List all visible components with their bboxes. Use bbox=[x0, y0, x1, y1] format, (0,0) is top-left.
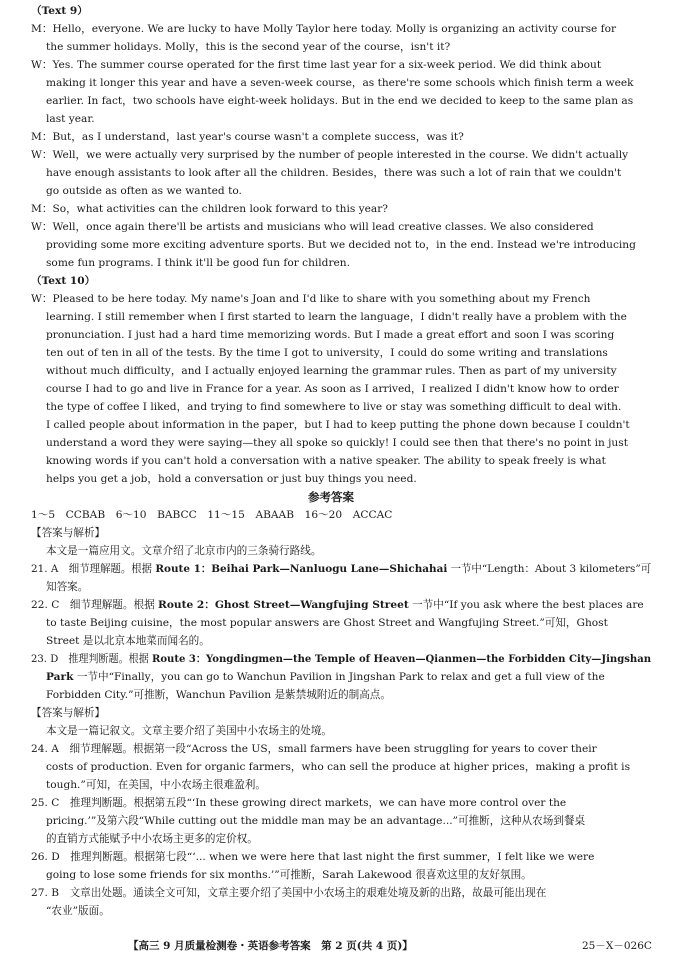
text-line: tough.”可知，在美国，中小农场主很难盈利。 bbox=[46, 779, 266, 791]
text-line: 知答案。 bbox=[46, 581, 89, 593]
text-line: M：Hello，everyone. We are lucky to have Molly Taylor here today. Molly is organizing an activity course for bbox=[31, 23, 617, 35]
text-line: Forbidden City.”可推断，Wanchun Pavilion 是紫禁城附近的制高点。 bbox=[46, 689, 391, 701]
text-line: providing some more exciting adventure sports. But we decided not to，in the end. Instead we're introducing bbox=[46, 239, 636, 251]
text-line: go outside as often as we wanted to. bbox=[46, 185, 242, 197]
text-line: to taste Beijing cuisine，the most popular answers are Ghost Street and Wangfujing Street.”可知，Ghost bbox=[46, 617, 608, 629]
route-name: Route 2：Ghost Street—Wangfujing Street bbox=[158, 599, 409, 611]
section-title: 参考答案 bbox=[308, 490, 354, 504]
text-line: “农业”版面。 bbox=[46, 905, 110, 917]
text-line: course I had to go and live in France for a year. As soon as I arrived，I realized I didn't know how to order bbox=[46, 383, 619, 395]
text-line: 23. D 推理判断题。根据 Route 3：Yongdingmen—the Temple of Heaven—Qianmen—the Forbidden City—Jingshan bbox=[31, 653, 652, 665]
text-line: Park 一节中“Finally，you can go to Wanchun Pavilion in Jingshan Park to relax and get a full view of the bbox=[46, 671, 605, 683]
text-line: learning. I still remember when I first started to learn the language，I didn't really have a problem with the bbox=[46, 311, 627, 323]
text-line: understand a word they were saying—they all spoke so quickly! I could see then that there's no point in just bbox=[46, 437, 628, 449]
text-line: 26. D 推理判断题。根据第七段“‘... when we were here that last night the first summer，I felt like we were bbox=[31, 851, 595, 863]
text-line: have enough assistants to look after all the children. Besides，there was such a lot of rain that we couldn't bbox=[46, 167, 622, 179]
text-line: pricing.’”及第六段“While cutting out the middle man may be an advantage...”可推断，这种从农场到餐桌 bbox=[46, 815, 586, 827]
text-line: 22. C 细节理解题。根据 Route 2：Ghost Street—Wangfujing Street 一节中“If you ask where the best places are bbox=[31, 599, 644, 611]
text-line: pronunciation. I just had a hard time memorizing words. But I made a great effort and soon I was scoring bbox=[46, 329, 615, 341]
text-line: 【答案与解析】 bbox=[31, 707, 106, 719]
text-line: 【答案与解析】 bbox=[31, 527, 106, 539]
text-line: some fun programs. I think it'll be good fun for children. bbox=[46, 257, 350, 269]
text-line: 本文是一篇应用文。文章介绍了北京市内的三条骑行路线。 bbox=[46, 545, 322, 557]
text-line: last year. bbox=[46, 113, 95, 125]
text-line: 21. A 细节理解题。根据 Route 1：Beihai Park—Nanluogu Lane—Shichahai 一节中“Length：About 3 kilometers”可 bbox=[31, 563, 652, 575]
text-line: I called people about information in the paper，but I had to keep putting the phone down because I couldn't bbox=[46, 419, 630, 431]
route-name: Route 3：Yongdingmen—the Temple of Heaven—Qianmen—the Forbidden City—Jingshan bbox=[151, 653, 652, 665]
text-line: ten out of ten in all of the tests. By the time I got to university，I could do some writing and translations bbox=[46, 347, 608, 359]
text-line: 27. B 文章出处题。通读全文可知，文章主要介绍了美国中小农场主的艰难处境及新的出路，故最可能出现在 bbox=[31, 887, 547, 899]
footer-code: 25－X－026C bbox=[582, 940, 652, 952]
text-line: the summer holidays. Molly，this is the second year of the course，isn't it? bbox=[46, 41, 451, 53]
text-line: the type of coffee I liked，and trying to find somewhere to live or stay was something difficult to deal with. bbox=[46, 401, 622, 413]
text-line: M：So，what activities can the children look forward to this year? bbox=[31, 203, 388, 215]
text-line: W：Well，once again there'll be artists and musicians who will lead creative classes. We also considered bbox=[31, 221, 594, 233]
text-line: W：Yes. The summer course operated for the first time last year for a six-week period. We did think about bbox=[31, 59, 602, 71]
route-name: Park bbox=[46, 671, 74, 683]
text-label: （Text 9） bbox=[31, 5, 88, 17]
text-line: Street 是以北京本地菜而闻名的。 bbox=[46, 635, 210, 647]
text-line: W：Pleased to be here today. My name's Joan and I'd like to share with you something about my French bbox=[31, 293, 591, 305]
text-line: 的直销方式能赋予中小农场主更多的定价权。 bbox=[46, 833, 258, 845]
text-line: M：But，as I understand，last year's course wasn't a complete success，was it? bbox=[31, 131, 464, 143]
text-line: making it longer this year and have a seven-week course，as there're some schools which finish term a week bbox=[46, 77, 634, 89]
text-line: earlier. In fact，two schools have eight-week holidays. But in the end we decided to keep to the same plan as bbox=[46, 95, 634, 107]
text-label: （Text 10） bbox=[31, 275, 96, 287]
route-name: Route 1：Beihai Park—Nanluogu Lane—Shichahai bbox=[155, 563, 448, 575]
text-line: 1～5 CCBAB 6～10 BABCC 11～15 ABAAB 16～20 ACCAC bbox=[31, 509, 393, 521]
text-line: knowing words if you can't hold a conversation with a native speaker. The ability to speak freely is what bbox=[46, 455, 606, 467]
text-line: 25. C 推理判断题。根据第五段“‘In these growing direct markets，we can have more control over the bbox=[31, 797, 567, 809]
text-line: going to lose some friends for six months.’”可推断，Sarah Lakewood 很喜欢这里的友好氛围。 bbox=[46, 869, 532, 881]
text-line: W：Well，we were actually very surprised by the number of people interested in the course. We didn't actually bbox=[31, 149, 629, 161]
footer-title: 【高三 9 月质量检测卷・英语参考答案 第 2 页(共 4 页)】 bbox=[128, 940, 413, 952]
text-line: helps you get a job，hold a conversation or just buy things you need. bbox=[46, 473, 417, 485]
text-line: 本文是一篇记叙文。文章主要介绍了美国中小农场主的处境。 bbox=[46, 725, 333, 737]
text-line: 24. A 细节理解题。根据第一段“Across the US，small farmers have been struggling for years to cover their bbox=[31, 743, 597, 755]
text-line: without much difficulty，and I actually enjoyed learning the grammar rules. Then as part of my university bbox=[46, 365, 617, 377]
text-line: costs of production. Even for organic farmers，who can sell the produce at higher prices，making a profit is bbox=[46, 761, 631, 773]
